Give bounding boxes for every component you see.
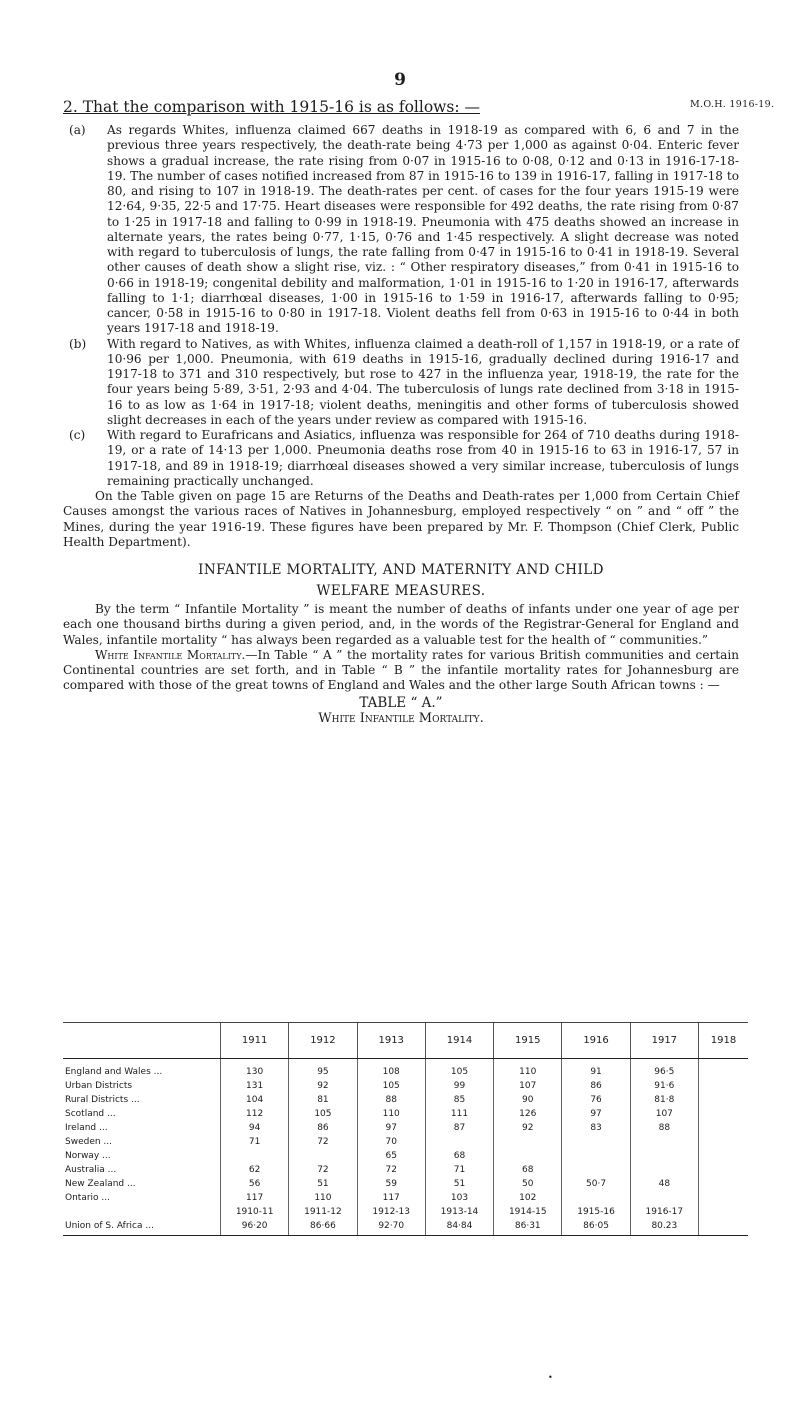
table-cell: 91·6 [630, 1079, 698, 1093]
table-row [63, 1107, 748, 1121]
table-cell: 112 [221, 1107, 289, 1121]
table-cell: 71 [425, 1163, 493, 1177]
table-cell: 76 [562, 1093, 630, 1107]
table-cell: 72 [357, 1163, 425, 1177]
table-cell [698, 1135, 748, 1149]
table-cell: 59 [357, 1177, 425, 1191]
table-cell: 92 [494, 1121, 562, 1135]
table-cell: 83 [562, 1121, 630, 1135]
table-cell: 96·5 [630, 1059, 698, 1080]
item-text: As regards Whites, influenza claimed 667 deaths in 1918-19 as compared with 6, 6 and 7 in the previous three years respectively, the death-rate being 4·73 per 1,000 as against 0·04. Enteric fever shows a gradual increase, the rate rising from 0·07 in 1915-16 to 0·08, 0·12 and 0·13 in 1916-17-18-19. The number of cases notified increased from 87 in 1915-16 to 139 in 1916-17, falling in 1917-18 to 80, and rising to 107 in 1918-19. The death-rates per cent. of cases for the four years 1915-19 were 12·64, 9·35, 22·5 and 17·75. Heart diseases were responsible for 492 deaths, the rate rising from 0·87 to 1·25 in 1917-18 and falling to 0·99 in 1918-19. Pneumonia with 475 deaths showed an increase in alternate years, the rates being 0·77, 1·15, 0·76 and 1·45 respectively. A slight decrease was noted with regard to tuberculosis of lungs, the rate falling from 0·47 in 1915-16 to 0·41 in 1918-19. Several other causes of death show a slight rise, viz. : “ Other respiratory diseases,” from 0·41 in 1915-16 to 0·66 in 1918-19; congenital debility and malformation, 1·01 in 1915-16 to 1·20 in 1916-17, afterwards falling to 1·1; diarrhœal diseases, 1·00 in 1915-16 to 1·59 in 1916-17, afterwards falling to 0·95; cancer, 0·58 in 1915-16 to 0·80 in 1917-18. Violent deaths fell from 0·63 in 1915-16 to 0·44 in both years 1917-18 and 1918-19. [107, 123, 739, 336]
table-cell: 90 [494, 1093, 562, 1107]
table-row [63, 1163, 748, 1177]
table-cell: 97 [562, 1107, 630, 1121]
table-cell [698, 1093, 748, 1107]
table-cell [562, 1191, 630, 1205]
table-cell: 72 [289, 1163, 357, 1177]
table-cell [698, 1191, 748, 1205]
table-row [63, 1149, 748, 1163]
section-title [63, 560, 739, 602]
item-text: With regard to Eurafricans and Asiatics, influenza was responsible for 264 of 710 deaths during 1918-19, or a rate of 14·13 per 1,000. Pneumonia deaths rose from 40 in 1915-16 to 63 in 1916-17, 57 in 1917-18, and 89 in 1918-19; diarrhœal diseases showed a very similar increase, tuberculosis of lungs remaining practically unchanged. [107, 428, 739, 488]
table-row-union [63, 1205, 748, 1236]
column-header-1918: 1918 [698, 1023, 748, 1059]
table-cell: 94 [221, 1121, 289, 1135]
section-title-line-2: WELFARE MEASURES. [316, 583, 486, 599]
page-number: 9 [394, 70, 406, 90]
table-cell: 108 [357, 1059, 425, 1080]
table-cell [562, 1163, 630, 1177]
row-label: Urban Districts [65, 1081, 133, 1091]
table-cell: 107 [494, 1079, 562, 1093]
table-cell: 62 [221, 1163, 289, 1177]
table-cell: 88 [357, 1093, 425, 1107]
section-title-line-1: INFANTILE MORTALITY, AND MATERNITY AND CHILD [198, 562, 604, 578]
column-header-blank [63, 1023, 221, 1059]
table-cell: 105 [289, 1107, 357, 1121]
row-label: England and Wales ... [65, 1067, 163, 1077]
table-cell: 102 [494, 1191, 562, 1205]
table-cell: 68 [494, 1163, 562, 1177]
table-cell: 104 [221, 1093, 289, 1107]
table-cell [494, 1149, 562, 1163]
table-cell [494, 1135, 562, 1149]
table-cell: 51 [289, 1177, 357, 1191]
table-cell [698, 1163, 748, 1177]
table-cell: 70 [357, 1135, 425, 1149]
table-cell [698, 1205, 748, 1236]
table-cell: 71 [221, 1135, 289, 1149]
margin-note: M.O.H. 1916-19. [690, 99, 775, 110]
table-cell: 131 [221, 1079, 289, 1093]
white-infantile-lead: White Infantile Mortality. [95, 647, 246, 662]
row-label: Sweden ... [65, 1137, 113, 1147]
list-item-c [69, 428, 739, 489]
table-cell [698, 1121, 748, 1135]
table-cell: 1912-13 92·70 [357, 1205, 425, 1236]
table-cell [698, 1059, 748, 1080]
table-cell: 117 [357, 1191, 425, 1205]
table-cell: 92 [289, 1079, 357, 1093]
table-cell: 56 [221, 1177, 289, 1191]
table-cell: 110 [494, 1059, 562, 1080]
table-cell: 105 [357, 1079, 425, 1093]
stray-dot: • [548, 1373, 553, 1382]
list-item-a [69, 123, 739, 337]
table-cell [698, 1107, 748, 1121]
list-item-b [69, 337, 739, 429]
table-cell: 1913-14 84·84 [425, 1205, 493, 1236]
row-label: Scotland ... [65, 1109, 116, 1119]
row-label: Union of S. Africa ... [63, 1205, 221, 1236]
table-cell [698, 1149, 748, 1163]
table-cell: 97 [357, 1121, 425, 1135]
column-header-1913: 1913 [357, 1023, 425, 1059]
infantile-paragraph: By the term “ Infantile Mortality ” is meant the number of deaths of infants under one year of age per each one thousand births during a given period, and, in the words of the Registrar-General for England and Wales, infantile mortality “ has always been regarded as a valuable test for the health of “ communities.” [63, 602, 739, 647]
white-infantile-text: —In Table “ A ” the mortality rates for various British communities and certain Continental countries are set forth, and in Table “ B ” the infantile mortality rates for Johannesburg are compared with those of the great towns of England and Wales and the other large South African towns : — [63, 647, 739, 693]
table-cell [698, 1177, 748, 1191]
column-header-1915: 1915 [494, 1023, 562, 1059]
table-cell: 86 [562, 1079, 630, 1093]
table-cell: 1911-12 86·66 [289, 1205, 357, 1236]
table-body [63, 1059, 748, 1236]
table-cell: 1915-16 86·05 [562, 1205, 630, 1236]
returns-paragraph: On the Table given on page 15 are Returns of the Deaths and Death-rates per 1,000 from Certain Chief Causes amongst the various races of Natives in Johannesburg, employed respectively “ on ” and “ off ” the Mines, during the year 1916-19. These figures have been prepared by Mr. F. Thompson (Chief Clerk, Public Health Department). [63, 489, 739, 549]
table-cell [221, 1149, 289, 1163]
table-title: TABLE “ A.” [359, 694, 443, 711]
table-cell: 88 [630, 1121, 698, 1135]
section-heading-text: 2. That the comparison with 1915-16 is as follows: — [63, 98, 481, 116]
table-cell: 50·7 [562, 1177, 630, 1191]
table-cell: 48 [630, 1177, 698, 1191]
row-label: New Zealand ... [65, 1179, 136, 1189]
table-cell: 117 [221, 1191, 289, 1205]
table-cell [562, 1135, 630, 1149]
table-cell: 95 [289, 1059, 357, 1080]
table-row [63, 1191, 748, 1205]
table-cell: 130 [221, 1059, 289, 1080]
table-cell [630, 1149, 698, 1163]
table-row [63, 1079, 748, 1093]
row-label: Norway ... [65, 1151, 111, 1161]
table-header-row [63, 1023, 748, 1059]
table-cell [630, 1135, 698, 1149]
column-header-1914: 1914 [425, 1023, 493, 1059]
table-cell: 107 [630, 1107, 698, 1121]
table-cell: 126 [494, 1107, 562, 1121]
table-row [63, 1177, 748, 1191]
table-cell: 91 [562, 1059, 630, 1080]
table-cell: 110 [357, 1107, 425, 1121]
table-cell: 81·8 [630, 1093, 698, 1107]
row-label: Rural Districts ... [65, 1095, 140, 1105]
table-cell [630, 1163, 698, 1177]
item-label: (a) [69, 123, 86, 137]
item-text: With regard to Natives, as with Whites, influenza claimed a death-roll of 1,157 in 1918-19, or a rate of 10·96 per 1,000. Pneumonia, with 619 deaths in 1915-16, gradually declined during 1916-17 and 1917-18 to 371 and 310 respectively, but rose to 427 in the influenza year, 1918-19, the rate for the four years being 5·89, 3·51, 2·93 and 4·04. The tuberculosis of lungs rate declined from 3·18 in 1915-16 to as low as 1·64 in 1917-18; violent deaths, meningitis and other forms of tuberculosis showed slight decreases in each of the years under review as compared with 1915-16. [107, 336, 739, 427]
row-label: Australia ... [65, 1165, 117, 1175]
table-cell [630, 1191, 698, 1205]
table-cell [289, 1149, 357, 1163]
table-cell [698, 1079, 748, 1093]
table-cell: 105 [425, 1059, 493, 1080]
table-subtitle: White Infantile Mortality. [318, 710, 484, 726]
row-label: Ontario ... [65, 1193, 110, 1203]
table-row [63, 1135, 748, 1149]
table-cell: 72 [289, 1135, 357, 1149]
table-cell: 99 [425, 1079, 493, 1093]
table-cell: 50 [494, 1177, 562, 1191]
section-heading [63, 98, 480, 116]
document-body [63, 123, 739, 726]
table-cell: 85 [425, 1093, 493, 1107]
white-infantile-paragraph [63, 648, 739, 694]
table-cell: 87 [425, 1121, 493, 1135]
table-row [63, 1093, 748, 1107]
row-label: Ireland ... [65, 1123, 108, 1133]
table-cell [425, 1135, 493, 1149]
table-cell: 103 [425, 1191, 493, 1205]
table-cell: 86 [289, 1121, 357, 1135]
table-cell: 51 [425, 1177, 493, 1191]
table-cell: 68 [425, 1149, 493, 1163]
column-header-1912: 1912 [289, 1023, 357, 1059]
item-label: (b) [69, 336, 87, 351]
mortality-table [63, 1022, 748, 1236]
table-row [63, 1059, 748, 1080]
table-cell: 65 [357, 1149, 425, 1163]
table-cell: 111 [425, 1107, 493, 1121]
item-label: (c) [69, 428, 86, 442]
table-cell: 110 [289, 1191, 357, 1205]
table-cell: 1910-11 96·20 [221, 1205, 289, 1236]
column-header-1917: 1917 [630, 1023, 698, 1059]
column-header-1916: 1916 [562, 1023, 630, 1059]
table-cell: 1914-15 86·31 [494, 1205, 562, 1236]
column-header-1911: 1911 [221, 1023, 289, 1059]
table-cell: 1916-17 80.23 [630, 1205, 698, 1236]
table-row [63, 1121, 748, 1135]
table-cell: 81 [289, 1093, 357, 1107]
table-cell [562, 1149, 630, 1163]
